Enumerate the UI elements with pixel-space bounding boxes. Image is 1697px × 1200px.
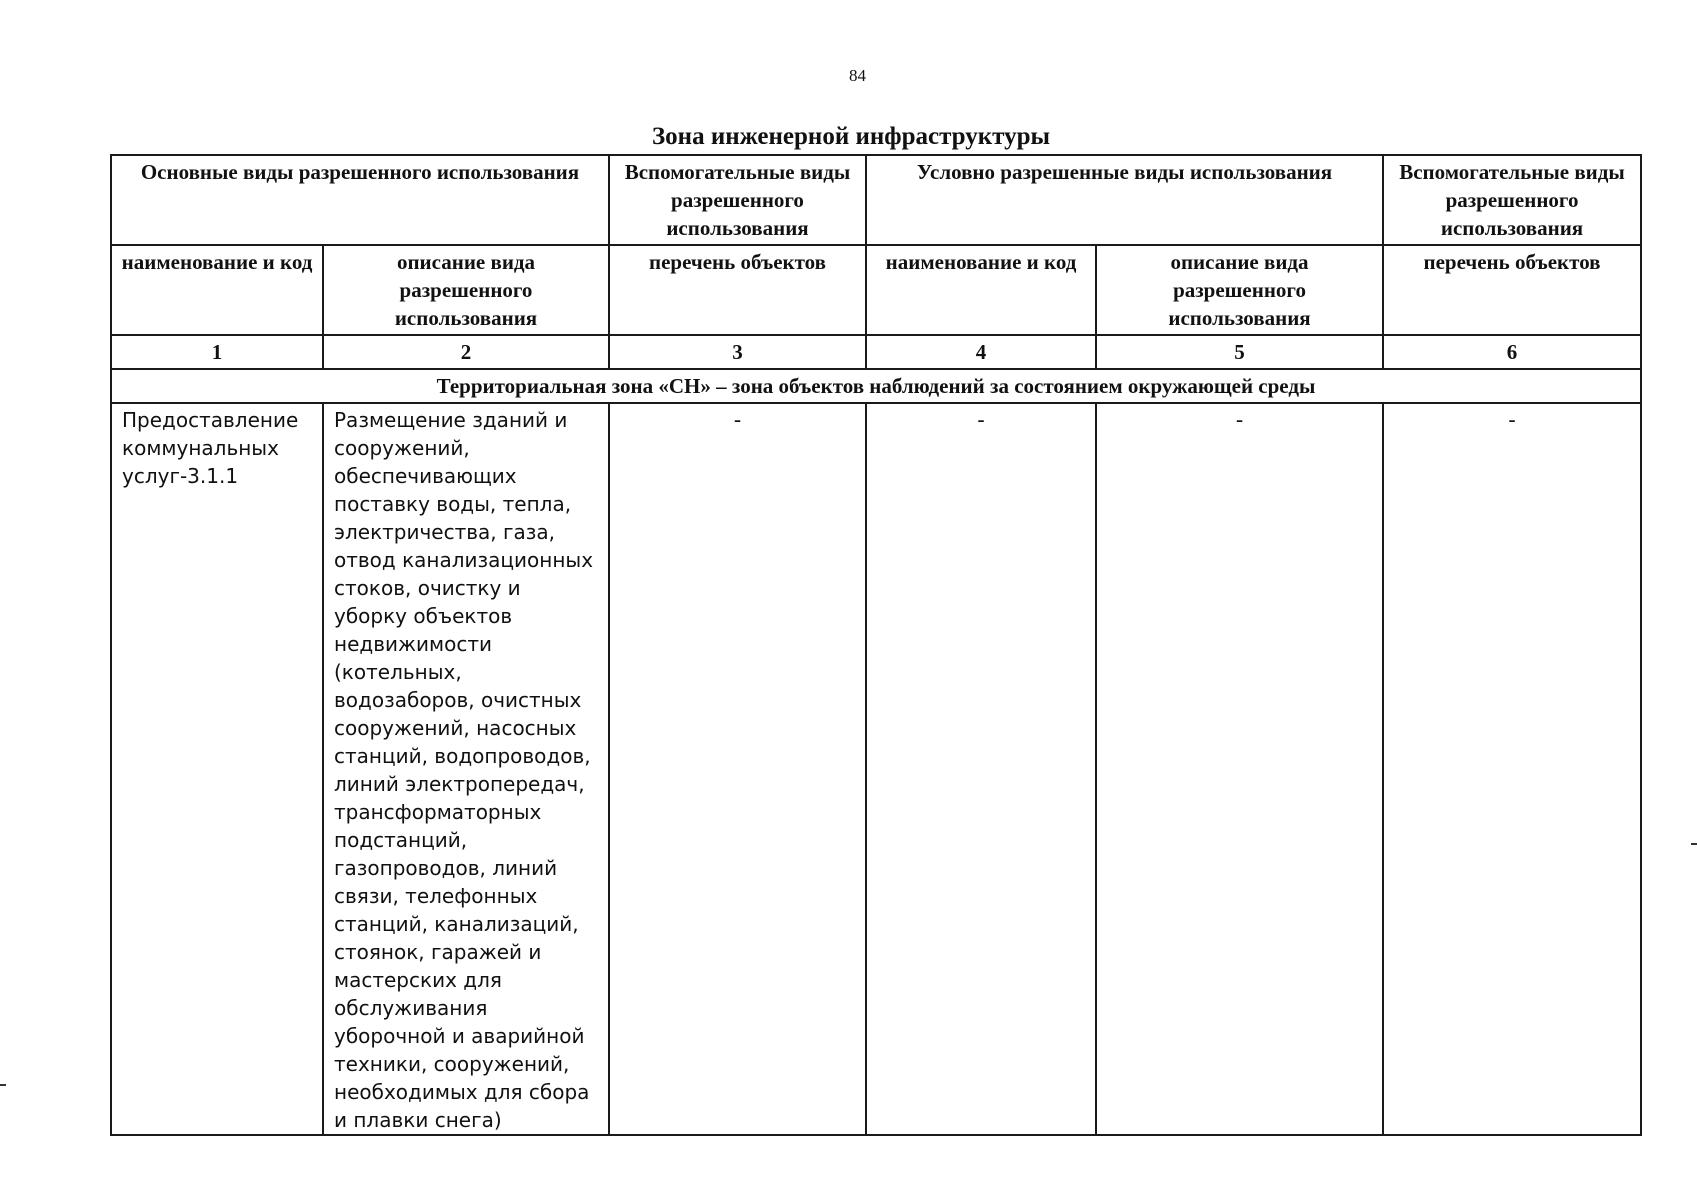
group-header-row xyxy=(111,155,1641,245)
use-name-code: Предоставление коммунальных услуг-3.1.1 xyxy=(111,403,323,1135)
zone-heading: Территориальная зона «СН» – зона объектов наблюдений за состоянием окружающей среды xyxy=(111,369,1641,403)
use-description: Размещение зданий и сооружений, обеспечивающих поставку воды, тепла, электричества, газа, отвод канализационных стоков, очистку и уборку объектов недвижимости (котельных, водозаборов, очистных сооружений, насосных станций, водопроводов, линий электропередач, трансформаторных подстанций, газопроводов, линий связи, телефонных станций, канализаций, стоянок, гаражей и мастерских для обслуживания уборочной и аварийной техники, сооружений, необходимых для сбора и плавки снега) xyxy=(323,403,609,1135)
column-number: 1 xyxy=(111,335,323,369)
column-number-row xyxy=(111,335,1641,369)
subheader-description: описание вида разрешенного использования xyxy=(323,245,609,335)
scan-edge-mark xyxy=(0,1084,6,1086)
header-auxiliary-uses-2: Вспомогательные виды разрешенного использования xyxy=(1383,155,1641,245)
sub-header-row xyxy=(111,245,1641,335)
header-conditional-uses: Условно разрешенные виды использования xyxy=(866,155,1383,245)
subheader-cond-description: описание вида разрешенного использования xyxy=(1096,245,1383,335)
column-number: 2 xyxy=(323,335,609,369)
header-auxiliary-uses: Вспомогательные виды разрешенного использования xyxy=(609,155,866,245)
zone-heading-row xyxy=(111,369,1641,403)
subheader-objects-list-2: перечень объектов xyxy=(1383,245,1641,335)
land-use-table xyxy=(110,154,1642,1136)
table-row xyxy=(111,403,1641,1135)
column-number: 3 xyxy=(609,335,866,369)
subheader-cond-name-code: наименование и код xyxy=(866,245,1096,335)
aux2-objects-cell: - xyxy=(1383,403,1641,1135)
page-number: 84 xyxy=(849,66,866,85)
cond-name-code-cell: - xyxy=(866,403,1096,1135)
cond-description-cell: - xyxy=(1096,403,1383,1135)
scan-edge-mark xyxy=(1691,843,1697,845)
column-number: 4 xyxy=(866,335,1096,369)
subheader-objects-list: перечень объектов xyxy=(609,245,866,335)
header-main-uses: Основные виды разрешенного использования xyxy=(111,155,609,245)
column-number: 5 xyxy=(1096,335,1383,369)
document-title: Зона инженерной инфраструктуры xyxy=(651,123,1051,150)
column-number: 6 xyxy=(1383,335,1641,369)
subheader-name-code: наименование и код xyxy=(111,245,323,335)
aux-objects-cell: - xyxy=(609,403,866,1135)
